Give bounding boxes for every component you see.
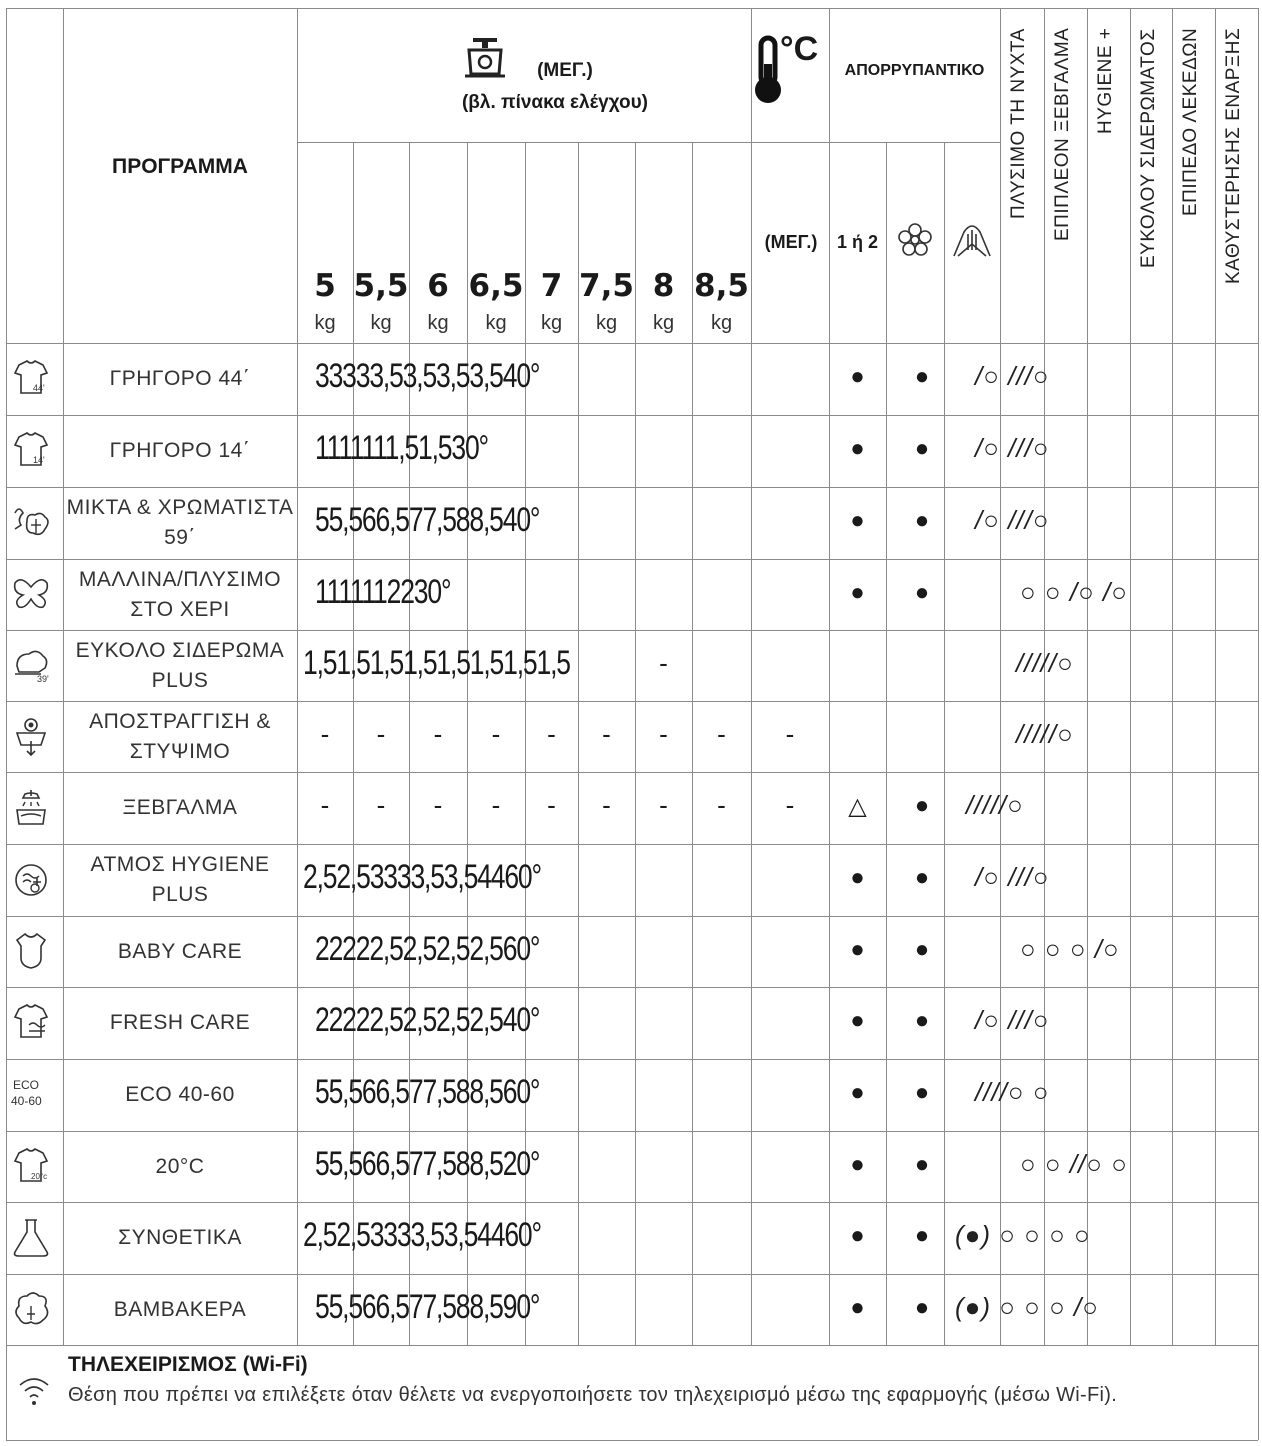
detergent-1-2: ● [850, 1293, 865, 1321]
temp-dash: - [659, 647, 668, 678]
load-dash: - [602, 718, 611, 749]
svg-text:14': 14' [33, 455, 45, 465]
option-marks: ○ ○ ○ /○ [1020, 933, 1120, 964]
load-dash: - [717, 718, 726, 749]
detergent-1-2: ● [850, 435, 865, 462]
detergent-1-2: ● [850, 363, 865, 390]
program-name: ΞΕΒΓΑΛΜΑ [122, 796, 238, 819]
row-line [6, 916, 1258, 917]
load-dash: - [785, 718, 795, 749]
load-dash: - [376, 790, 386, 820]
option-marks: /////○ [966, 790, 1024, 820]
program-load-values: 22222,52,52,52,560° [315, 929, 540, 968]
header-detergent: ΑΠΟΡΡΥΠΑΝΤΙΚΟ [844, 62, 985, 79]
option-marks: /○ ///○ [975, 1005, 1050, 1035]
program-load-values: 55,566,577,588,590° [315, 1287, 540, 1326]
eco-icon [10, 1075, 52, 1115]
kg-header: 6,5 [468, 268, 524, 304]
footer-title: ΤΗΛΕΧΕΙΡΙΣΜΟΣ (Wi-Fi) [68, 1353, 308, 1376]
program-load-values: 55,566,577,588,520° [315, 1144, 540, 1183]
scale-icon [463, 36, 507, 78]
header-load-max: (ΜΕΓ.) [537, 60, 593, 81]
program-load-values: 55,566,577,588,560° [315, 1073, 540, 1111]
option-header: ΕΥΚΟΛΟΥ ΣΙΔΕΡΩΜΑΤΟΣ [1138, 28, 1159, 268]
detergent-softener: ● [914, 1293, 930, 1321]
option-marks: (●) ○ ○ ○ ○ [955, 1220, 1091, 1250]
row-line [6, 844, 1258, 845]
kg-unit: kg [710, 312, 733, 334]
option-marks: (●) ○ ○ ○ /○ [955, 1291, 1099, 1322]
col-line [1172, 8, 1173, 1345]
header-temp-unit: °C [780, 30, 819, 68]
col-line [1130, 8, 1131, 1345]
load-dash: - [659, 718, 668, 749]
shirt-14-icon [10, 431, 52, 471]
row-line [6, 1345, 1258, 1346]
detergent-1-2: △ [848, 793, 867, 820]
detergent-softener: ● [914, 363, 930, 390]
svg-text:ECO: ECO [13, 1078, 40, 1092]
option-marks: /○ ///○ [975, 433, 1050, 463]
frame-left [6, 8, 7, 1440]
detergent-1-2: ● [850, 1079, 865, 1106]
detergent-1-2: ● [850, 1007, 865, 1034]
detergent-softener: ● [914, 1079, 930, 1106]
option-header: ΕΠΙΠΕΔΟ ΛΕΚΕΔΩΝ [1180, 28, 1201, 217]
load-dash: - [785, 790, 795, 820]
header-program: ΠΡΟΓΡΑΜΜΑ [112, 155, 248, 178]
header-detergent-sub: 1 ή 2 [836, 232, 879, 252]
program-name: ΕΥΚΟΛΟ ΣΙΔΕΡΩΜΑ PLUS [75, 638, 285, 692]
program-name: BABY CARE [117, 939, 243, 963]
option-header: HYGIENE + [1095, 28, 1116, 135]
option-marks: /○ ///○ [975, 505, 1050, 535]
col-line [1000, 8, 1001, 1345]
program-load-values: 2,52,53333,53,54460° [303, 1216, 541, 1254]
detergent-softener: ● [914, 1222, 930, 1249]
detergent-softener: ● [914, 507, 930, 534]
kg-header: 7 [540, 268, 563, 304]
program-load-values: 33333,53,53,53,540° [315, 357, 540, 395]
kg-unit: kg [427, 312, 449, 334]
program-load-values: 22222,52,52,52,540° [315, 1001, 540, 1039]
load-dash: - [717, 790, 726, 820]
detergent-1-2: ● [850, 578, 865, 606]
col-line [63, 8, 64, 1345]
load-dash: - [320, 718, 330, 749]
mixed-colours-icon [10, 503, 52, 543]
program-load-values: 55,566,577,588,540° [315, 501, 540, 539]
col-line [1215, 8, 1216, 1345]
frame-right [1258, 8, 1259, 1440]
program-name: 20°C [155, 1154, 205, 1178]
option-marks: /○ ///○ [975, 862, 1050, 892]
program-name: ΑΠΟΣΤΡΑΓΓΙΣΗ & ΣΤΥΨΙΜΟ [89, 709, 271, 763]
row-line [6, 630, 1258, 631]
detergent-softener: ● [914, 1150, 930, 1178]
row-line [6, 701, 1258, 702]
option-header: ΚΑΘΥΣΤΕΡΗΣΗΣ ΕΝΑΡΞΗΣ [1223, 28, 1244, 285]
svg-text:20°c: 20°c [31, 1171, 48, 1181]
detergent-softener: ● [914, 864, 930, 891]
shirt-20c-icon [10, 1147, 52, 1187]
col-line [829, 8, 830, 1345]
program-name: ΒΑΜΒΑΚΕΡΑ [113, 1297, 247, 1321]
detergent-1-2: ● [850, 507, 865, 534]
svg-text:39': 39' [37, 673, 49, 684]
option-marks: /////○ [1016, 647, 1074, 678]
program-name: ΣΥΝΘΕΤΙΚΑ [118, 1226, 242, 1249]
option-marks: ////○ ○ [975, 1077, 1050, 1107]
program-name: FRESH CARE [109, 1011, 251, 1034]
program-load-values: 2,52,53333,53,54460° [303, 858, 541, 896]
kg-header: 6 [427, 268, 449, 304]
col-line [297, 8, 298, 1345]
detergent-softener: ● [914, 792, 930, 819]
detergent-softener: ● [914, 435, 930, 462]
butterfly-icon [10, 575, 52, 615]
kg-header: 8 [652, 268, 675, 304]
steam-hygiene-icon [10, 860, 52, 900]
header-load-ref: (βλ. πίνακα ελέγχου) [461, 92, 648, 113]
rinse-icon [10, 788, 52, 828]
cotton-icon [10, 1290, 52, 1330]
svg-text:44': 44' [33, 383, 45, 393]
kg-unit: kg [314, 312, 336, 334]
easy-iron-icon [10, 646, 52, 686]
detergent-1-2: ● [850, 864, 865, 891]
program-load-values: 1111111,51,530° [315, 429, 488, 467]
flask-icon [10, 1218, 52, 1258]
row-line [6, 559, 1258, 560]
row-line [6, 343, 1258, 344]
program-name: ΜΙΚΤΑ & ΧΡΩΜΑΤΙΣΤΑ 59΄ [66, 496, 294, 549]
frame-top [6, 8, 1258, 9]
detergent-1-2: ● [850, 1222, 865, 1249]
row-line [6, 1131, 1258, 1132]
row-line [6, 1059, 1258, 1060]
load-dash: - [433, 718, 443, 749]
program-name: ΜΑΛΛΙΝΑ/ΠΛΥΣΙΜΟ ΣΤΟ ΧΕΡΙ [78, 567, 282, 621]
svg-text:40-60: 40-60 [11, 1094, 42, 1108]
kg-header: 5 [314, 268, 336, 304]
col-line [1087, 8, 1088, 1345]
spin-drain-icon [10, 717, 52, 757]
load-dash: - [659, 790, 668, 820]
load-dash: - [433, 790, 443, 820]
kg-unit: kg [595, 312, 618, 334]
kg-header: 8,5 [694, 268, 749, 304]
program-name: ΑΤΜΟΣ HYGIENE PLUS [90, 853, 270, 906]
kg-unit: kg [485, 312, 507, 334]
header-mid-line [297, 142, 1000, 143]
header-temp-max: (ΜΕΓ.) [764, 232, 818, 252]
hand-drop-icon [950, 216, 994, 262]
program-name: ΓΡΗΓΟΡΟ 14΄ [109, 439, 251, 462]
detergent-softener: ● [914, 578, 930, 606]
option-marks: ○ ○ //○ ○ [1020, 1148, 1128, 1179]
load-dash: - [491, 718, 501, 749]
shirt-44-icon [10, 359, 52, 399]
load-dash: - [376, 718, 386, 749]
kg-unit: kg [540, 312, 563, 334]
softener-flower-icon [897, 222, 933, 258]
detergent-softener: ● [914, 935, 930, 963]
kg-header: 7,5 [579, 268, 634, 304]
load-dash: - [602, 790, 611, 820]
program-name: ECO 40-60 [125, 1083, 235, 1106]
detergent-1-2: ● [850, 935, 865, 963]
wifi-icon [16, 1373, 52, 1409]
load-dash: - [320, 790, 330, 820]
program-name: ΓΡΗΓΟΡΟ 44΄ [109, 367, 251, 390]
kg-header: 5,5 [353, 268, 409, 304]
load-dash: - [547, 718, 556, 749]
kg-unit: kg [370, 312, 392, 334]
detergent-1-2: ● [850, 1150, 865, 1178]
baby-body-icon [10, 932, 52, 972]
row-line [6, 487, 1258, 488]
row-line [6, 1274, 1258, 1275]
option-header: ΠΛΥΣΙΜΟ ΤΗ ΝΥΧΤΑ [1008, 28, 1029, 219]
row-line [6, 772, 1258, 773]
program-load-values: 1,51,51,51,51,51,51,51,5 [303, 643, 570, 682]
row-line [6, 415, 1258, 416]
option-marks: ○ ○ /○ /○ [1020, 576, 1128, 607]
detergent-softener: ● [914, 1007, 930, 1034]
row-line [6, 987, 1258, 988]
load-dash: - [547, 790, 556, 820]
frame-bottom [6, 1440, 1258, 1441]
row-line [6, 1202, 1258, 1203]
fresh-care-icon [10, 1003, 52, 1043]
option-marks: /////○ [1016, 718, 1074, 749]
load-dash: - [491, 790, 501, 820]
program-load-values: 1111112230° [315, 572, 451, 611]
kg-unit: kg [652, 312, 675, 334]
col-line [751, 8, 752, 1345]
option-header: ΕΠΙΠΛΕΟΝ ΞΕΒΓΑΛΜΑ [1052, 28, 1073, 242]
footer-text: Θέση που πρέπει να επιλέξετε όταν θέλετε να ενεργοποιήσετε τον τηλεχειρισμό μέσω της εφαρμογής (μέσω Wi-Fi). [68, 1384, 1118, 1406]
option-marks: /○ ///○ [975, 361, 1050, 391]
